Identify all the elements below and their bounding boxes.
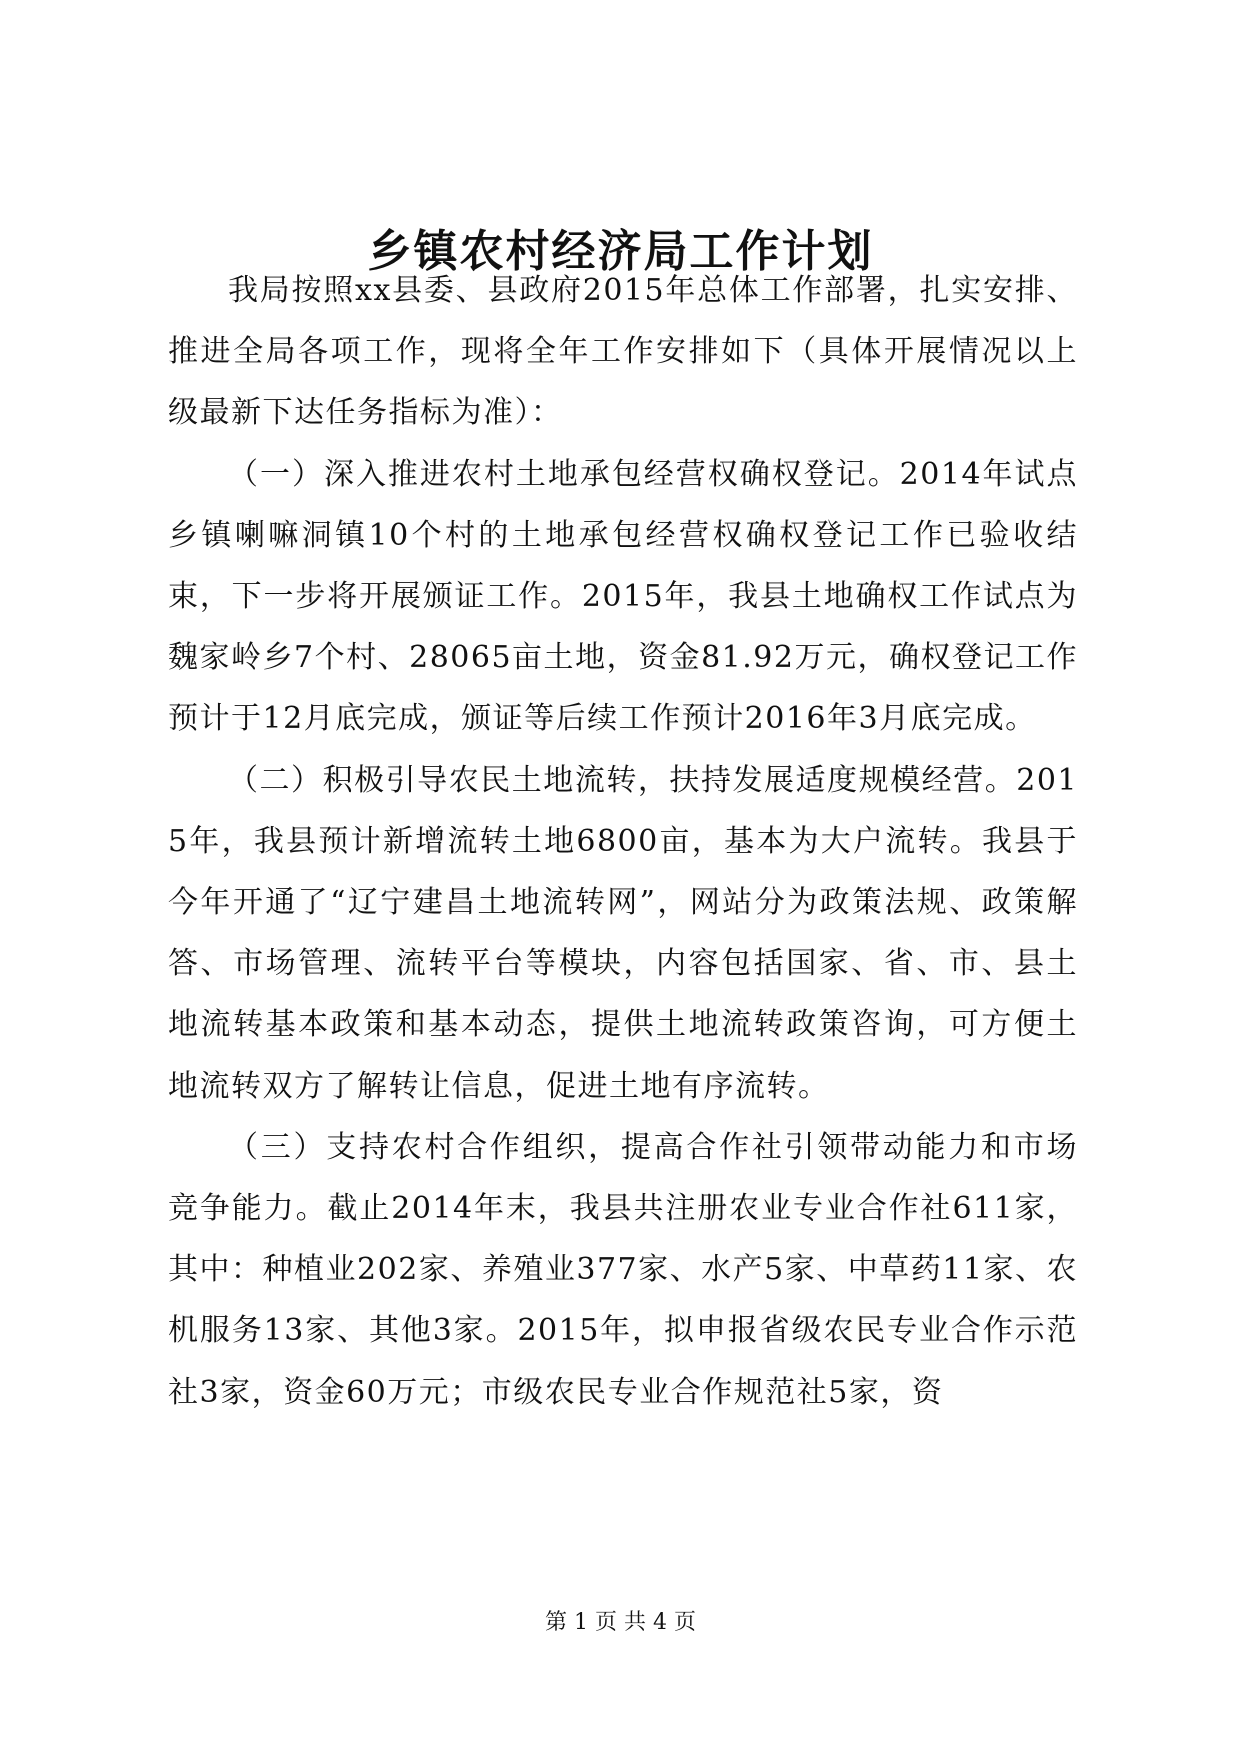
paragraph-section-1: （一）深入推进农村土地承包经营权确权登记。2014年试点乡镇喇嘛洞镇10个村的土地承包经营权确权登记工作已验收结束，下一步将开展颁证工作。2015年，我县土地确权工作试点为魏家岭乡7个村、28065亩土地，资金81.92万元，确权登记工作预计于12月底完成，颁证等后续工作预计2016年3月底完成。	[168, 456, 1078, 737]
paragraph-section-3: （三）支持农村合作组织，提高合作社引领带动能力和市场竞争能力。截止2014年末，我县共注册农业专业合作社611家，其中：种植业202家、养殖业377家、水产5家、中草药11家、农机服务13家、其他3家。2015年，拟申报省级农民专业合作示范社3家，资金60万元；市级农民专业合作规范社5家，资	[168, 1129, 1078, 1410]
document-body	[168, 260, 1078, 1423]
paragraph-intro: 我局按照xx县委、县政府2015年总体工作部署，扎实安排、推进全局各项工作，现将全年工作安排如下（具体开展情况以上级最新下达任务指标为准）：	[168, 273, 1078, 431]
document-title: 乡镇农村经济局工作计划	[367, 226, 874, 277]
page-footer: 第 1 页 共 4 页	[545, 1610, 696, 1635]
paragraph-section-2: （二）积极引导农民土地流转，扶持发展适度规模经营。2015年，我县预计新增流转土地6800亩，基本为大户流转。我县于今年开通了“辽宁建昌土地流转网”，网站分为政策法规、政策解答、市场管理、流转平台等模块，内容包括国家、省、市、县土地流转基本政策和基本动态，提供土地流转政策咨询，可方便土地流转双方了解转让信息，促进土地有序流转。	[168, 762, 1078, 1104]
